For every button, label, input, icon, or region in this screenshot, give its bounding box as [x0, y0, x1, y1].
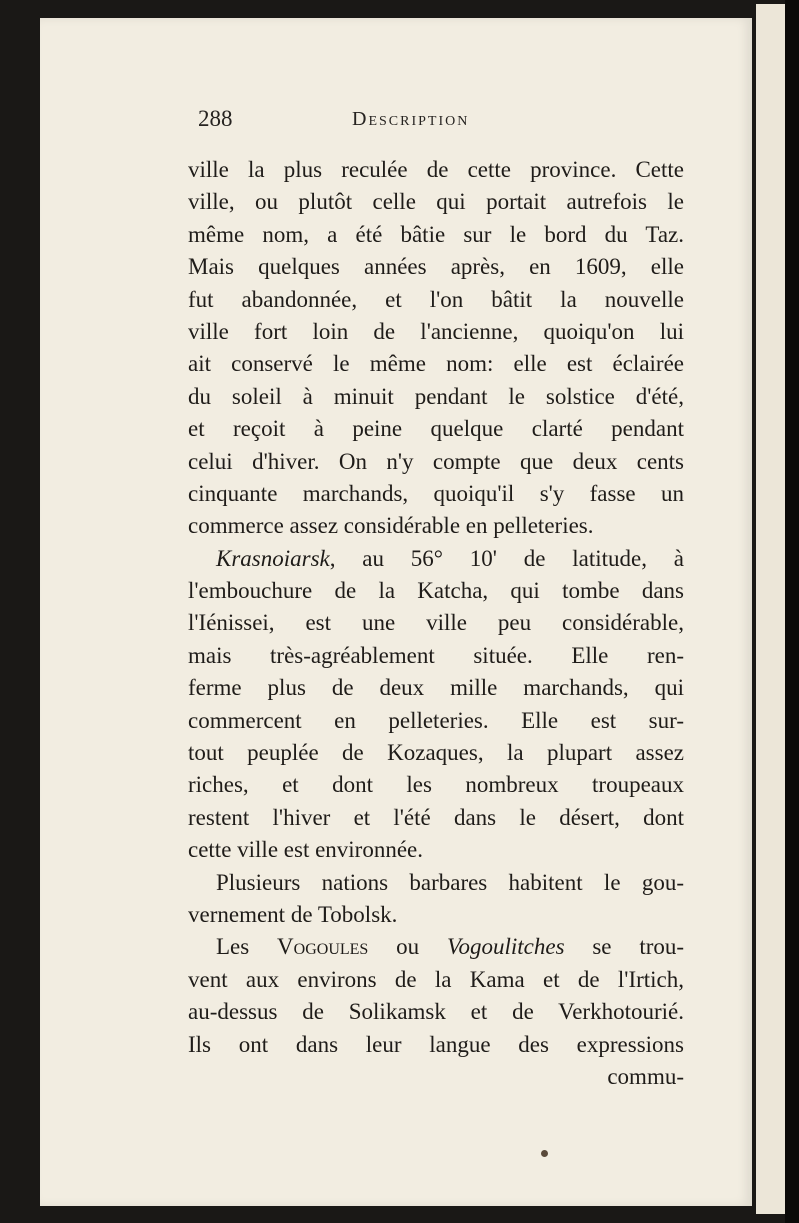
text-line: restent l'hiver et l'été dans le désert, dont: [188, 804, 684, 830]
text-line: du soleil à minuit pendant le solstice d'été,: [188, 383, 684, 409]
text-line: et reçoit à peine quelque clarté pendant: [188, 416, 684, 442]
text-line: fut abandonnée, et l'on bâtit la nouvelle: [188, 286, 684, 312]
catchword: commu-: [607, 1063, 684, 1089]
people-name-vogoulitches: Vogoulitches: [446, 934, 565, 960]
text-line: ville fort loin de l'ancienne, quoiqu'on lui: [188, 318, 684, 344]
text-line: vernement de Tobolsk.: [188, 901, 398, 927]
running-title: Description: [352, 108, 470, 130]
text-line: commerce assez considérable en pelleteries.: [188, 513, 594, 539]
text-line: commercent en pelleteries. Elle est sur-: [188, 707, 684, 733]
text-line: ait conservé le même nom: elle est éclairée: [188, 351, 684, 377]
page-header: [198, 106, 688, 138]
text-line: ville, ou plutôt celle qui portait autrefois le: [188, 189, 684, 215]
scan-border: [785, 0, 799, 1223]
text-line: même nom, a été bâtie sur le bord du Taz.: [188, 221, 684, 247]
next-page-edge: [756, 4, 786, 1214]
text-line: mais très-agréablement située. Elle ren-: [188, 642, 684, 668]
people-name-vogoules: Vogoules: [277, 934, 369, 960]
text-line: riches, et dont les nombreux troupeaux: [188, 772, 684, 798]
text-fragment: Les: [216, 934, 250, 960]
text-line: tout peuplée de Kozaques, la plupart assez: [188, 740, 684, 766]
paragraph-start-line: [188, 543, 684, 575]
text-line: ferme plus de deux mille marchands, qui: [188, 675, 684, 701]
page-number: 288: [198, 106, 233, 131]
text-line: l'Iénissei, est une ville peu considérable,: [188, 610, 684, 636]
text-line: cette ville est environnée.: [188, 837, 424, 863]
paragraph-start-line: Plusieurs nations barbares habitent le gou-: [216, 869, 684, 895]
place-name-krasnoiarsk: Krasnoiarsk: [216, 545, 330, 571]
paragraph-start-line: [188, 931, 684, 963]
text-fragment: ou: [396, 934, 420, 960]
text-line: Ils ont dans leur langue des expressions: [188, 1031, 684, 1057]
text-line: cinquante marchands, quoiqu'il s'y fasse un: [188, 480, 684, 506]
ink-dot: [541, 1150, 548, 1157]
body-text: [188, 154, 684, 1093]
text-fragment: , au 56° 10' de latitude, à: [329, 545, 684, 571]
text-line: Mais quelques années après, en 1609, elle: [188, 254, 684, 280]
text-line: celui d'hiver. On n'y compte que deux cents: [188, 448, 684, 474]
text-line: au-dessus de Solikamsk et de Verkhotourié.: [188, 999, 684, 1025]
text-line: vent aux environs de la Kama et de l'Irtich,: [188, 966, 684, 992]
text-line: l'embouchure de la Katcha, qui tombe dans: [188, 578, 684, 604]
text-fragment: se trou-: [592, 934, 685, 960]
text-line: ville la plus reculée de cette province. Cette: [188, 157, 684, 182]
